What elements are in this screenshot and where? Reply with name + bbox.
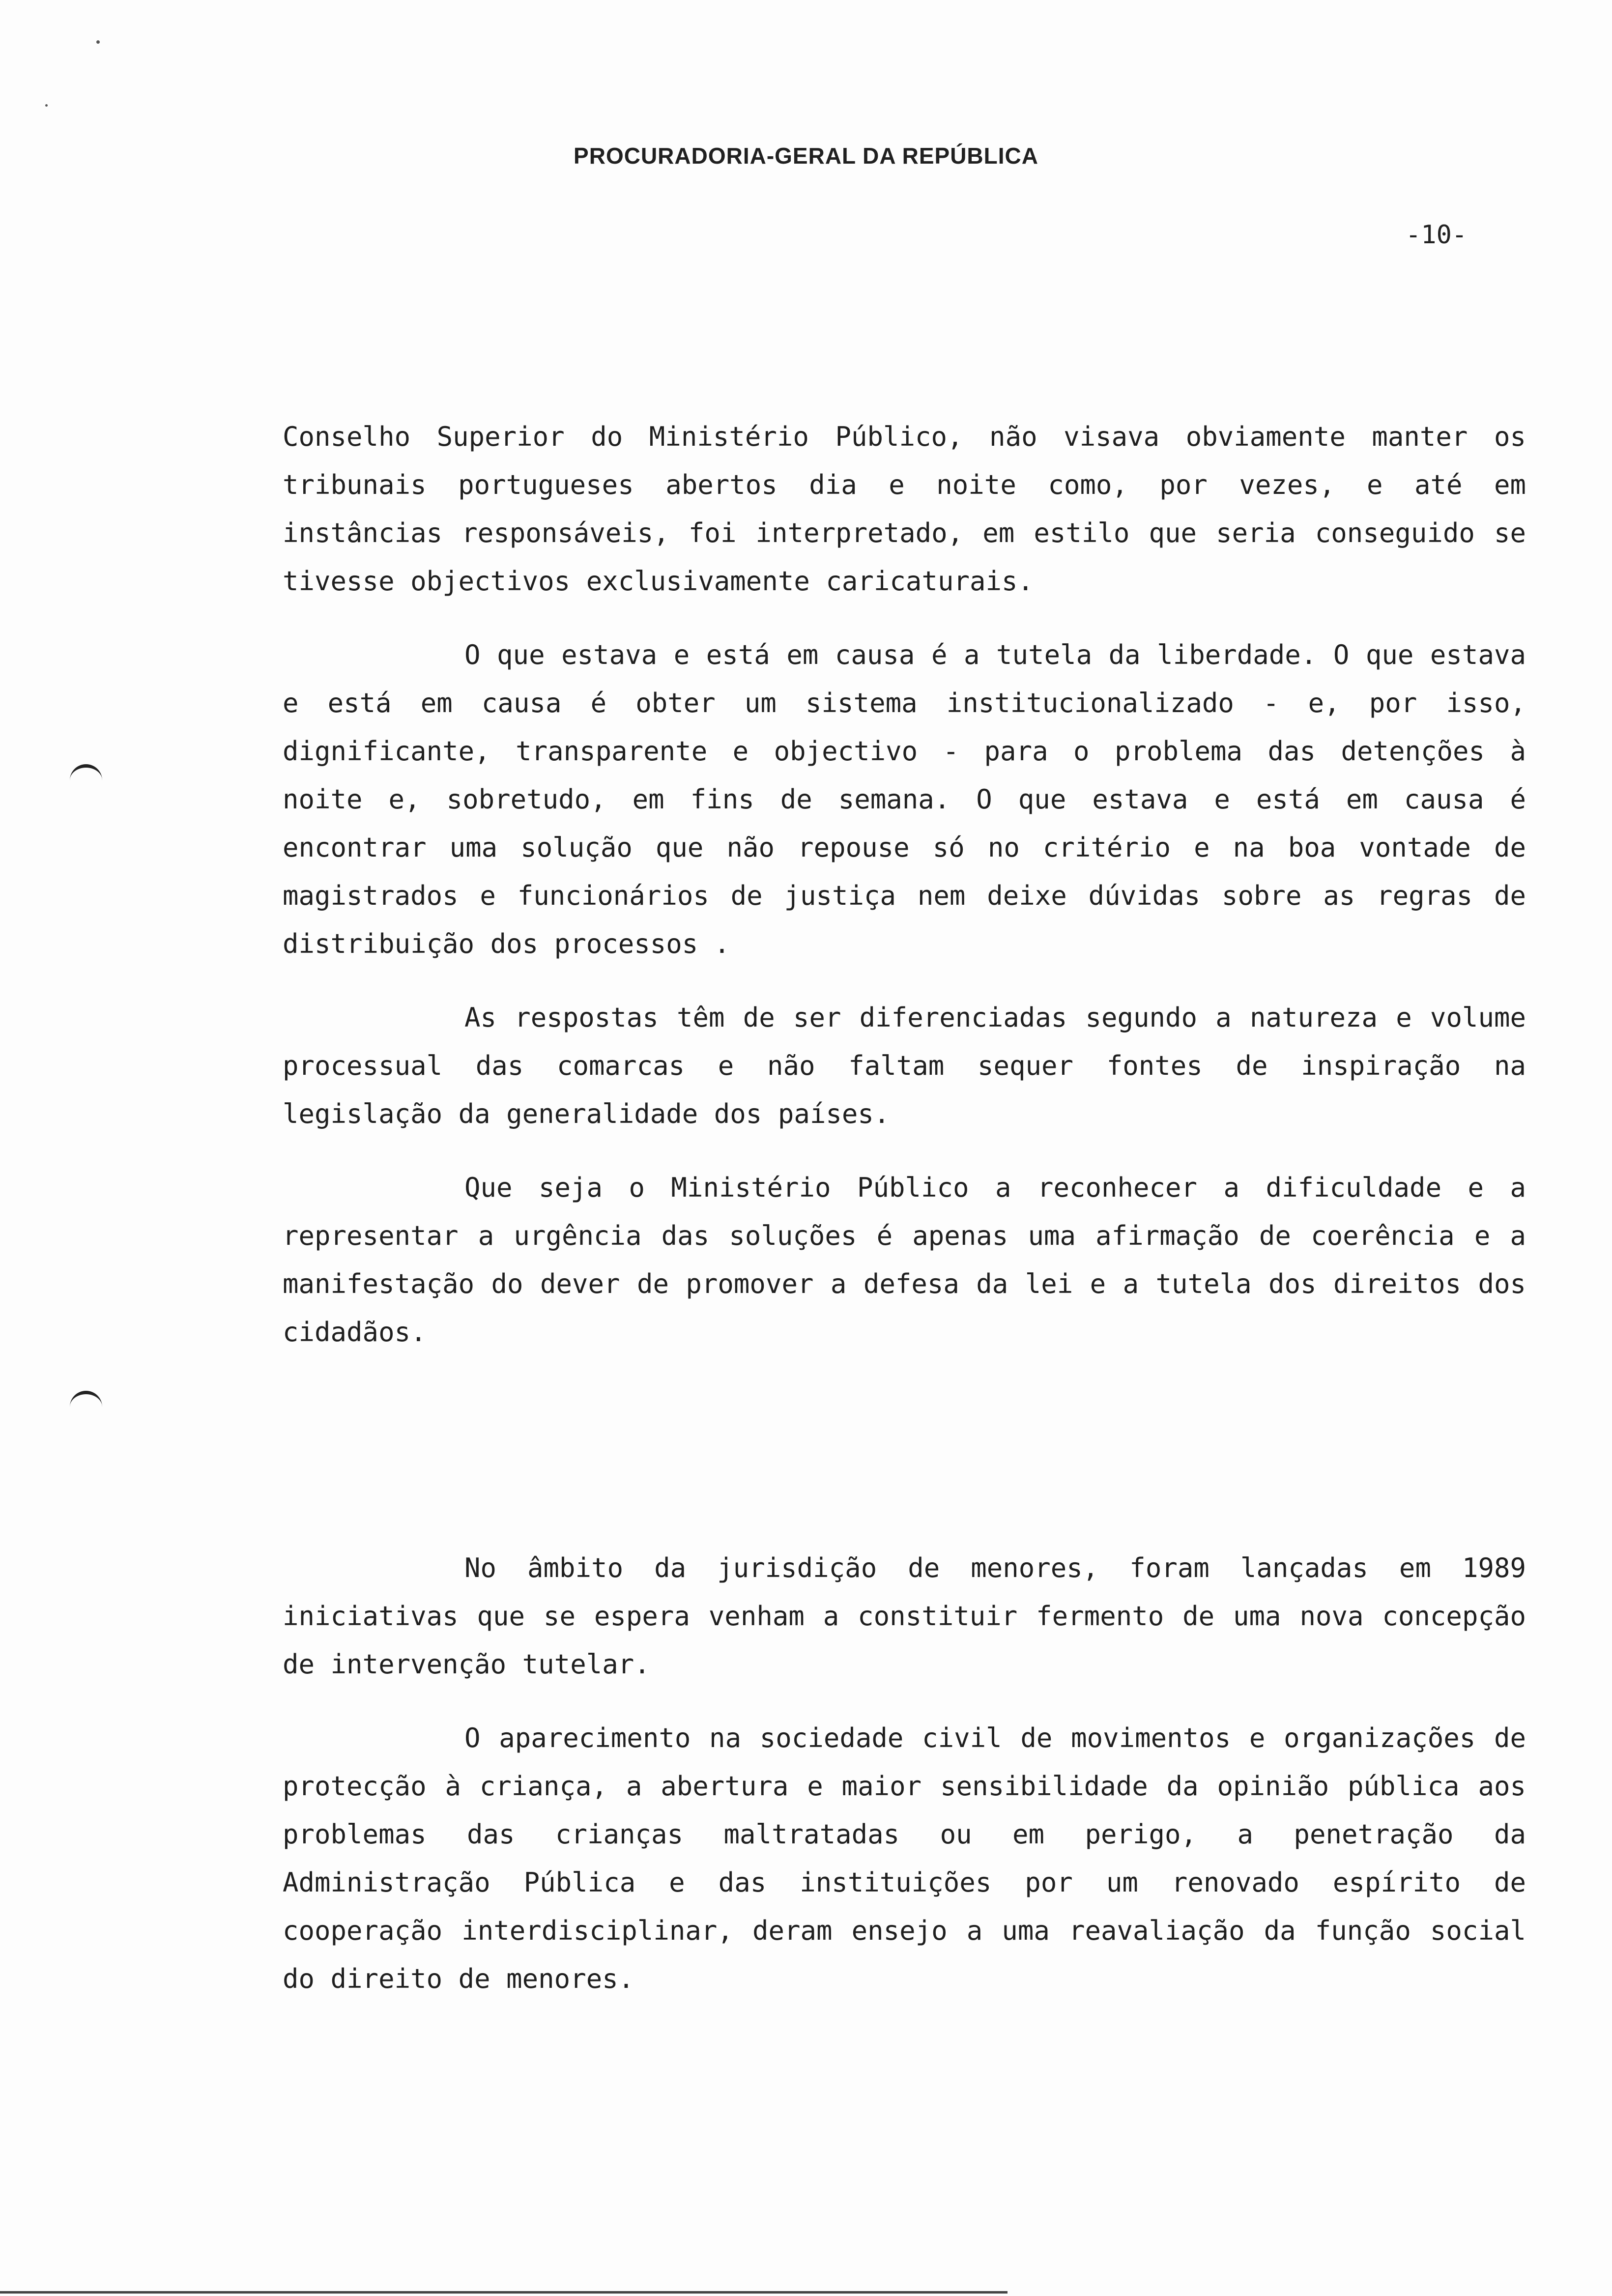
- section-gap: [283, 1382, 1526, 1544]
- paragraph: No âmbito da jurisdição de menores, foram lançadas em 1989 iniciativas que se espera venham a constituir fermento de uma nova concepção de intervenção tutelar.: [283, 1552, 1526, 1680]
- institution-header: PROCURADORIA-GERAL DA REPÚBLICA: [574, 143, 1038, 169]
- binder-hole-mark: [70, 764, 102, 784]
- paragraph: Conselho Superior do Ministério Público, não visava obviamente manter os tribunais portugueses abertos dia e noite como, por vezes, e até em instâncias responsáveis, foi interpretado, em estilo que seria conseguido se tivesse objectivos exclusivamente caricaturais.: [283, 421, 1526, 597]
- document-body: [283, 413, 1526, 2029]
- paragraph: O aparecimento na sociedade civil de movimentos e organizações de protecção à criança, a abertura e maior sensibilidade da opinião pública aos problemas das crianças maltratadas ou em perigo, a penetração da Administração Pública e das instituições por um renovado espírito de cooperação interdisciplinar, deram ensejo a uma reavaliação da função social do direito de menores.: [283, 1722, 1526, 1994]
- paragraph: O que estava e está em causa é a tutela da liberdade. O que estava e está em causa é obter um sistema institucionalizado - e, por isso, dignificante, transparente e objectivo - para o problema das detenções à noite e, sobretudo, em fins de semana. O que estava e está em causa é encontrar uma solução que não repouse só no critério e na boa vontade de magistrados e funcionários de justiça nem deixe dúvidas sobre as regras de distribuição dos processos .: [283, 639, 1526, 959]
- binder-hole-mark: [70, 1391, 102, 1411]
- scan-edge-line: [0, 2291, 1008, 2294]
- page-number: -10-: [1406, 220, 1468, 250]
- paragraph: Que seja o Ministério Público a reconhecer a dificuldade e a representar a urgência das soluções é apenas uma afirmação de coerência e a manifestação do dever de promover a defesa da lei e a tutela dos direitos dos cidadãos.: [283, 1172, 1526, 1348]
- paragraph: As respostas têm de ser diferenciadas segundo a natureza e volume processual das comarcas e não faltam sequer fontes de inspiração na legislação da generalidade dos países.: [283, 1002, 1526, 1129]
- scan-speck: [45, 104, 48, 107]
- scan-speck: [96, 40, 100, 44]
